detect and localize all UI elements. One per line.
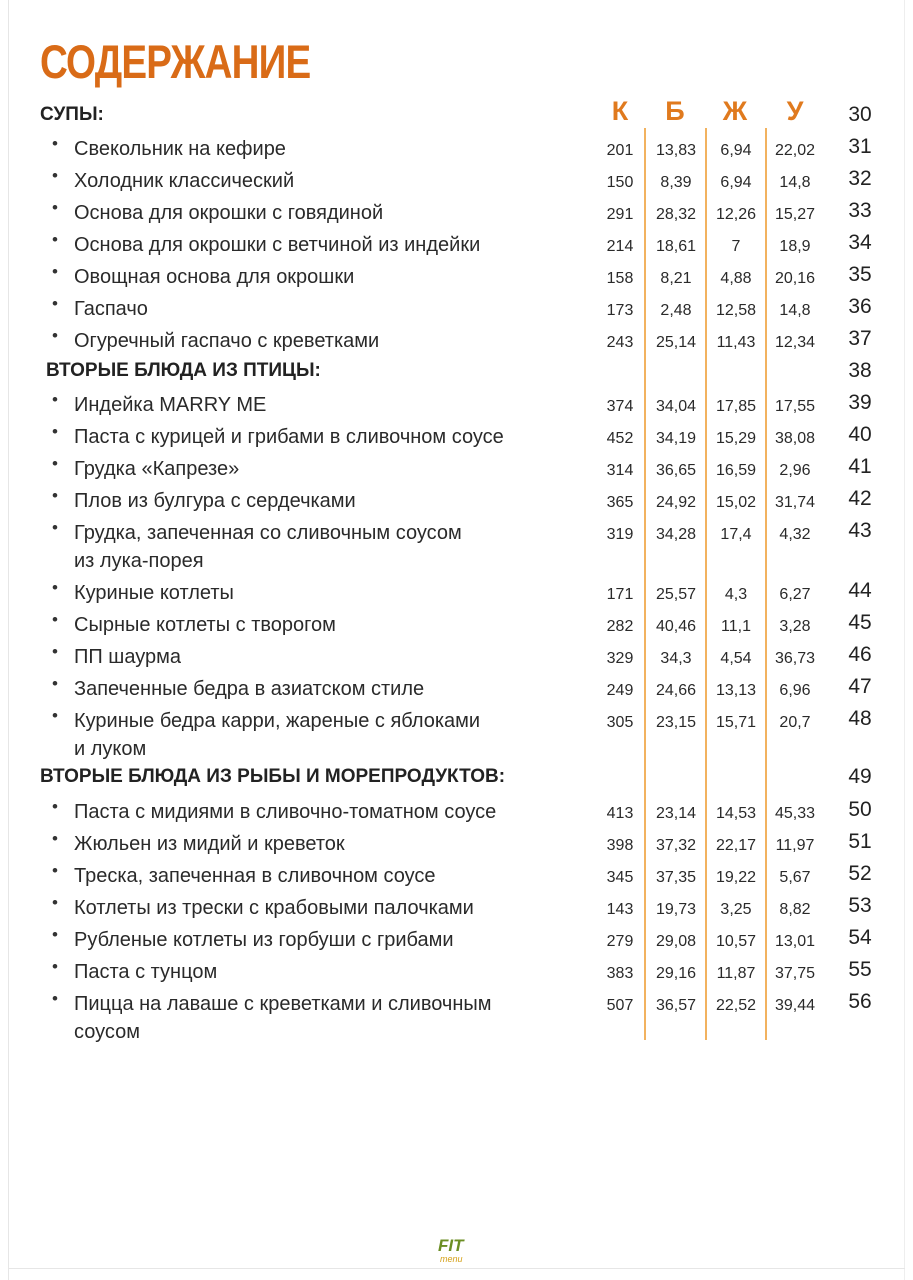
bullet: • (52, 294, 58, 313)
item-name: Рубленые котлеты из горбуши с грибами (74, 929, 454, 951)
menu-item[interactable] (0, 672, 913, 704)
page-number: 46 (848, 643, 872, 666)
carbs: 36,73 (774, 650, 816, 667)
fat: 3,25 (720, 901, 752, 918)
bullet: • (52, 390, 58, 409)
fat: 17,85 (715, 398, 757, 415)
carbs: 2,96 (779, 462, 811, 479)
calories: 143 (606, 901, 634, 918)
carbs: 20,16 (774, 270, 816, 287)
logo-subtext: menu (440, 1254, 463, 1264)
item-name: Куриные котлеты (74, 582, 234, 604)
calories: 279 (606, 933, 634, 950)
carbs: 15,27 (774, 206, 816, 223)
item-name: Плов из булгура с сердечками (74, 490, 356, 512)
bullet: • (52, 642, 58, 661)
calories: 329 (606, 650, 634, 667)
menu-item[interactable] (0, 196, 913, 228)
carbs: 11,97 (775, 837, 815, 854)
calories: 319 (606, 526, 634, 543)
bullet: • (52, 829, 58, 848)
column-header-calories: К (611, 96, 629, 126)
item-name: Жюльен из мидий и креветок (74, 833, 345, 855)
carbs: 8,82 (779, 901, 811, 918)
calories: 150 (606, 174, 634, 191)
page-number: 55 (848, 958, 872, 981)
page-number: 52 (848, 862, 872, 885)
carbs: 4,32 (779, 526, 811, 543)
logo-text: FIT (438, 1236, 464, 1255)
protein: 34,3 (660, 650, 692, 667)
menu-item[interactable] (0, 388, 913, 420)
page-number: 39 (848, 391, 872, 414)
page-number: 49 (848, 765, 872, 788)
bullet: • (52, 326, 58, 345)
carbs: 3,28 (779, 618, 811, 635)
item-name-continuation: из лука-порея (74, 550, 204, 572)
calories: 171 (606, 586, 634, 603)
carbs: 5,67 (779, 869, 811, 886)
page-number: 51 (848, 830, 872, 853)
protein: 23,15 (655, 714, 697, 731)
menu-item[interactable] (0, 228, 913, 260)
bullet: • (52, 230, 58, 249)
column-header-carbs: У (786, 96, 804, 126)
section-header-seafood (0, 762, 913, 794)
menu-item[interactable] (0, 260, 913, 292)
menu-item[interactable] (0, 704, 913, 762)
bullet: • (52, 674, 58, 693)
carbs: 14,8 (779, 302, 811, 319)
carbs: 18,9 (779, 238, 811, 255)
bullet: • (52, 610, 58, 629)
bullet: • (52, 706, 58, 725)
fat: 11,43 (716, 334, 756, 351)
page-number: 44 (848, 579, 872, 602)
page-number: 30 (848, 103, 872, 126)
protein: 34,28 (655, 526, 697, 543)
fat: 14,53 (715, 805, 757, 822)
item-name: Куриные бедра карри, жареные с яблоками (74, 710, 481, 732)
fat: 4,54 (720, 650, 752, 667)
fat: 10,57 (715, 933, 757, 950)
protein: 25,14 (655, 334, 697, 351)
menu-item[interactable] (0, 576, 913, 608)
fat: 11,87 (716, 965, 756, 982)
fat: 7 (731, 238, 741, 255)
protein: 37,35 (655, 869, 697, 886)
calories: 201 (606, 142, 634, 159)
fat: 12,58 (715, 302, 757, 319)
page-number: 43 (848, 519, 872, 542)
page-number: 33 (848, 199, 872, 222)
bullet: • (52, 518, 58, 537)
bullet: • (52, 797, 58, 816)
menu-item[interactable] (0, 608, 913, 640)
protein: 40,46 (655, 618, 697, 635)
item-name-continuation: и луком (74, 738, 147, 760)
carbs: 20,7 (779, 714, 811, 731)
item-name: Холодник классический (74, 170, 295, 192)
page-number: 34 (848, 231, 872, 254)
page-number: 45 (848, 611, 872, 634)
calories: 507 (606, 997, 634, 1014)
section-title: ВТОРЫЕ БЛЮДА ИЗ ПТИЦЫ: (46, 360, 321, 381)
menu-item[interactable] (0, 640, 913, 672)
menu-item[interactable] (0, 795, 913, 827)
item-name: Гаспачо (74, 298, 148, 320)
carbs: 12,34 (774, 334, 816, 351)
carbs: 17,55 (774, 398, 816, 415)
page-number: 36 (848, 295, 872, 318)
item-name: Индейка MARRY ME (74, 394, 267, 416)
page-number: 54 (848, 926, 872, 949)
fat: 6,94 (720, 142, 752, 159)
bullet: • (52, 134, 58, 153)
calories: 314 (606, 462, 634, 479)
item-name: Грудка, запеченная со сливочным соусом (74, 522, 462, 544)
bullet: • (52, 454, 58, 473)
page-number: 50 (848, 798, 872, 821)
item-name: Треска, запеченная в сливочном соусе (74, 865, 436, 887)
calories: 214 (606, 238, 634, 255)
calories: 345 (606, 869, 634, 886)
column-header-fat: Ж (722, 96, 748, 126)
menu-item[interactable] (0, 923, 913, 955)
calories: 383 (606, 965, 634, 982)
protein: 2,48 (660, 302, 692, 319)
section-header-soups (0, 96, 913, 132)
bullet: • (52, 957, 58, 976)
section-title: СУПЫ: (40, 104, 104, 125)
menu-item[interactable] (0, 452, 913, 484)
bullet: • (52, 422, 58, 441)
bullet: • (52, 198, 58, 217)
fat: 22,17 (715, 837, 757, 854)
page-number: 42 (848, 487, 872, 510)
page-number: 53 (848, 894, 872, 917)
bullet: • (52, 486, 58, 505)
menu-item[interactable] (0, 132, 913, 164)
protein: 19,73 (655, 901, 697, 918)
calories: 291 (606, 206, 634, 223)
protein: 8,39 (660, 174, 692, 191)
protein: 24,66 (655, 682, 697, 699)
fat: 15,02 (715, 494, 757, 511)
menu-item[interactable] (0, 516, 913, 576)
protein: 29,16 (655, 965, 697, 982)
menu-item[interactable] (0, 292, 913, 324)
fat: 6,94 (720, 174, 752, 191)
protein: 29,08 (655, 933, 697, 950)
bullet: • (52, 925, 58, 944)
item-name-continuation: соусом (74, 1021, 140, 1043)
calories: 452 (606, 430, 634, 447)
carbs: 6,96 (779, 682, 811, 699)
menu-item[interactable] (0, 987, 913, 1045)
item-name: Паста с мидиями в сливочно-томатном соусе (74, 801, 497, 823)
page-title: СОДЕРЖАНИЕ (40, 35, 311, 88)
fat: 19,22 (715, 869, 757, 886)
fat: 4,3 (724, 586, 748, 603)
item-name: Основа для окрошки с ветчиной из индейки (74, 234, 481, 256)
carbs: 13,01 (774, 933, 816, 950)
carbs: 31,74 (774, 494, 816, 511)
column-header-protein: Б (665, 96, 685, 126)
menu-item[interactable] (0, 859, 913, 891)
carbs: 37,75 (774, 965, 816, 982)
item-name: Основа для окрошки с говядиной (74, 202, 384, 224)
protein: 8,21 (660, 270, 692, 287)
page-number: 32 (848, 167, 872, 190)
item-name: Запеченные бедра в азиатском стиле (74, 678, 425, 700)
fat: 13,13 (715, 682, 757, 699)
protein: 23,14 (655, 805, 697, 822)
protein: 34,04 (655, 398, 697, 415)
menu-item[interactable] (0, 420, 913, 452)
fat: 4,88 (720, 270, 752, 287)
section-title: ВТОРЫЕ БЛЮДА ИЗ РЫБЫ И МОРЕПРОДУКТОВ: (40, 766, 506, 787)
calories: 173 (606, 302, 634, 319)
item-name: Овощная основа для окрошки (74, 266, 355, 288)
item-name: ПП шаурма (74, 646, 182, 668)
carbs: 14,8 (779, 174, 811, 191)
calories: 243 (606, 334, 634, 351)
bullet: • (52, 578, 58, 597)
page-number: 41 (848, 455, 872, 478)
section-header-poultry (0, 356, 913, 388)
protein: 25,57 (655, 586, 697, 603)
page-number: 48 (848, 707, 872, 730)
item-name: Огуречный гаспачо с креветками (74, 330, 380, 352)
carbs: 6,27 (779, 586, 811, 603)
carbs: 45,33 (774, 805, 816, 822)
page-number: 56 (848, 990, 872, 1013)
carbs: 38,08 (774, 430, 816, 447)
bullet: • (52, 262, 58, 281)
calories: 249 (606, 682, 634, 699)
bullet: • (52, 989, 58, 1008)
fat: 22,52 (715, 997, 757, 1014)
calories: 365 (606, 494, 634, 511)
bullet: • (52, 861, 58, 880)
item-name: Грудка «Капрезе» (74, 458, 240, 480)
page-number: 35 (848, 263, 872, 286)
protein: 34,19 (655, 430, 697, 447)
menu-item[interactable] (0, 827, 913, 859)
protein: 28,32 (655, 206, 697, 223)
page-number: 47 (848, 675, 872, 698)
item-name: Паста с курицей и грибами в сливочном соусе (74, 426, 504, 448)
protein: 18,61 (655, 238, 697, 255)
fat: 11,1 (721, 618, 751, 635)
protein: 24,92 (655, 494, 697, 511)
calories: 158 (606, 270, 634, 287)
item-name: Котлеты из трески с крабовыми палочками (74, 897, 474, 919)
fit-menu-logo (438, 1236, 478, 1270)
fat: 15,29 (715, 430, 757, 447)
fat: 15,71 (715, 714, 757, 731)
calories: 282 (606, 618, 634, 635)
menu-item[interactable] (0, 164, 913, 196)
menu-item[interactable] (0, 484, 913, 516)
protein: 37,32 (655, 837, 697, 854)
protein: 36,57 (655, 997, 697, 1014)
bullet: • (52, 166, 58, 185)
menu-item[interactable] (0, 324, 913, 356)
menu-item[interactable] (0, 955, 913, 987)
calories: 398 (606, 837, 634, 854)
item-name: Свекольник на кефире (74, 138, 286, 160)
page-number: 31 (848, 135, 872, 158)
fat: 12,26 (715, 206, 757, 223)
menu-item[interactable] (0, 891, 913, 923)
calories: 413 (606, 805, 634, 822)
page-number: 38 (848, 359, 872, 382)
fat: 17,4 (720, 526, 752, 543)
page-number: 37 (848, 327, 872, 350)
page-number: 40 (848, 423, 872, 446)
item-name: Паста с тунцом (74, 961, 218, 983)
calories: 305 (606, 714, 634, 731)
protein: 13,83 (655, 142, 697, 159)
protein: 36,65 (655, 462, 697, 479)
bullet: • (52, 893, 58, 912)
fat: 16,59 (715, 462, 757, 479)
calories: 374 (606, 398, 634, 415)
item-name: Пицца на лаваше с креветками и сливочным (74, 993, 492, 1015)
carbs: 39,44 (774, 997, 816, 1014)
carbs: 22,02 (774, 142, 816, 159)
item-name: Сырные котлеты с творогом (74, 614, 336, 636)
